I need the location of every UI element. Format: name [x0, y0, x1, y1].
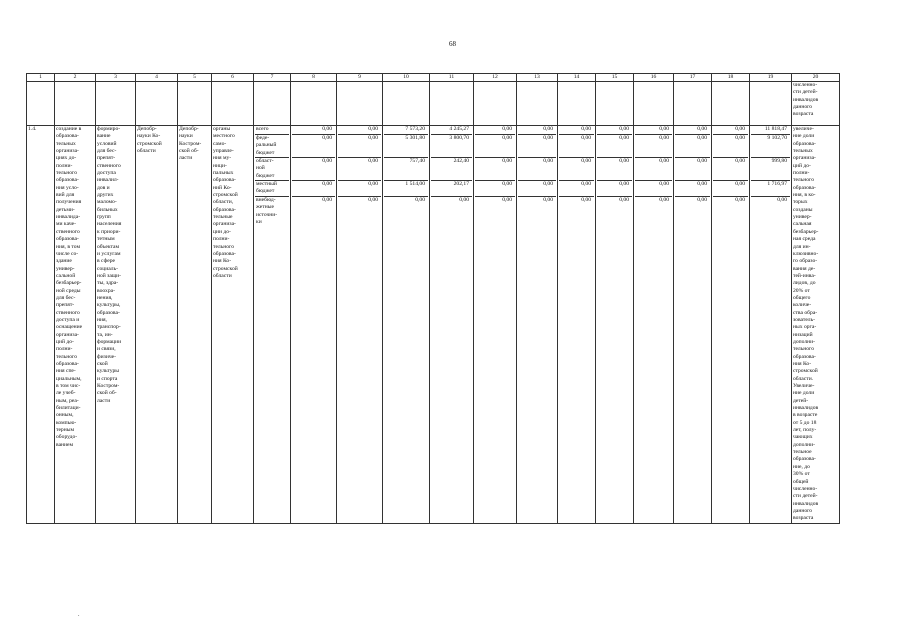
value-col-12 [474, 126, 517, 524]
text-line: ственного [97, 162, 121, 169]
value-cell: 0,00 [597, 126, 632, 135]
column-number-15: 15 [596, 74, 634, 82]
text-line: науки Ко- [137, 133, 161, 140]
value-cell: 0,00 [292, 181, 335, 197]
funding-source-line: бюджет [256, 172, 275, 179]
text-line: инвалидов [793, 405, 819, 412]
column-number-14: 14 [558, 74, 596, 82]
text-line: ций до- [793, 162, 811, 169]
value-cell: 0,00 [459, 197, 469, 203]
page-number: 68 [449, 40, 456, 48]
text-line: ле учеб- [56, 390, 76, 397]
column-number-17: 17 [674, 74, 712, 82]
text-line: чающих [793, 434, 813, 441]
value-cell: 0,00 [338, 181, 381, 197]
text-line: 30% от [793, 471, 810, 478]
text-line: науки [179, 133, 193, 140]
text-line: управле- [213, 148, 234, 155]
text-line: тей-инва- [793, 272, 816, 279]
text-line: циях до- [56, 155, 77, 162]
funding-source-line: источни- [256, 211, 278, 218]
value-cell: 0,00 [597, 135, 632, 158]
text-line: нения, [97, 294, 113, 301]
program-activities-table [26, 73, 840, 524]
column-number-6: 6 [212, 74, 254, 82]
value-cell: 0,00 [675, 181, 710, 197]
text-line: воохра- [97, 287, 115, 294]
funding-source-line: бюджет [256, 149, 275, 156]
text-line: ния усло- [56, 184, 79, 191]
text-line: для бес- [56, 294, 76, 301]
text-line: числе со- [56, 250, 79, 257]
text-line: Депобр- [179, 126, 199, 132]
value-cell: 0,00 [713, 126, 748, 135]
text-line: в возрасте [793, 412, 818, 419]
value-cell: 0,00 [675, 158, 710, 181]
text-line: ной среды [56, 287, 81, 294]
value-cell: 0,00 [338, 135, 381, 158]
text-line: культуры [97, 368, 120, 375]
text-line: других [97, 192, 114, 199]
value-cell: 0,00 [475, 158, 515, 181]
continuation-result-cell [792, 82, 840, 126]
text-line: ванием [56, 441, 74, 448]
funding-source-4 [255, 197, 289, 227]
text-line: данного [793, 507, 813, 514]
value-col-9 [337, 126, 383, 524]
text-line: ласти [179, 155, 193, 162]
text-line: дополни- [793, 441, 816, 448]
text-line: и спорта [97, 375, 118, 382]
text-line: стромской [213, 265, 238, 272]
activity-name-cell [55, 126, 96, 524]
text-line: та, ин- [97, 331, 113, 338]
text-line: детей- [793, 397, 809, 404]
funding-source-line: местный [256, 181, 277, 187]
funding-source-line: феде- [256, 135, 270, 141]
value-cell: 0,00 [581, 197, 591, 203]
text-line: организа- [213, 221, 236, 228]
text-line: ние доли [793, 390, 815, 397]
text-line: онным, [56, 412, 74, 419]
value-cell: 0,00 [292, 158, 335, 181]
text-line: органы [213, 126, 231, 132]
value-cell: 999,80 [751, 158, 790, 181]
value-cell: 0,00 [619, 197, 629, 203]
column-number-12: 12 [474, 74, 517, 82]
value-cell: 7 573,20 [384, 126, 428, 135]
text-line: препят- [56, 302, 75, 309]
text-line: образова- [56, 236, 79, 243]
value-cell: 757,40 [384, 158, 428, 181]
value-cell: 0,00 [475, 126, 515, 135]
responsible-executor-cell [136, 126, 178, 524]
text-line: лидов, до [793, 280, 816, 287]
text-line: увеличе- [793, 126, 814, 132]
funding-source-2 [255, 158, 289, 181]
value-cell: 0,00 [518, 181, 556, 197]
text-line: ния, [97, 316, 107, 323]
text-line: образова- [213, 177, 236, 184]
text-line: данного [793, 104, 813, 111]
text-line: для бес- [97, 148, 117, 155]
text-line: маломо- [97, 199, 117, 206]
text-line: ции до- [213, 228, 231, 235]
text-line: ници- [213, 162, 227, 169]
text-line: условий [97, 140, 117, 147]
text-line: дов и [97, 184, 110, 191]
text-line: препят- [97, 155, 116, 162]
text-line: инвалида- [56, 214, 81, 221]
text-line: ния Ко- [793, 361, 812, 367]
text-line: полни- [793, 170, 810, 177]
value-col-18 [712, 126, 750, 524]
value-cell: 0,00 [597, 181, 632, 197]
text-line: полни- [56, 346, 73, 353]
text-line: здание [56, 258, 72, 265]
text-line: ная среда [793, 236, 816, 243]
text-line: ской об- [97, 390, 117, 397]
text-line: полни- [56, 162, 73, 169]
value-cell: 0,00 [675, 126, 710, 135]
funding-source-0 [255, 126, 289, 135]
text-line: безбарьер- [793, 228, 819, 235]
text-line: тельного [793, 177, 815, 184]
text-line: в том чис- [56, 383, 81, 390]
value-col-15 [596, 126, 634, 524]
text-line: общей [793, 478, 809, 485]
text-line: тельного [213, 243, 235, 250]
value-col-10 [383, 126, 430, 524]
text-line: Увеличе- [793, 383, 815, 390]
text-line: объектам [97, 243, 120, 250]
text-line: культуры, [97, 302, 121, 309]
value-cell: 0,00 [559, 158, 594, 181]
value-cell: 0,00 [713, 135, 748, 158]
value-cell: 9 102,70 [751, 135, 790, 158]
text-line: инвалидов [793, 96, 819, 103]
text-line: области. [793, 375, 814, 382]
column-number-row [27, 74, 840, 82]
text-line: образова- [793, 184, 816, 191]
column-number-3: 3 [96, 74, 136, 82]
text-line: ственного [56, 309, 80, 316]
text-line: организа- [56, 331, 79, 338]
text-line: области [213, 272, 232, 279]
funding-source-line: внебюд- [256, 197, 276, 203]
text-line: возраста [793, 111, 814, 118]
value-cell: 0,00 [338, 126, 381, 135]
value-col-16 [634, 126, 674, 524]
text-line: Депобр- [137, 126, 157, 132]
value-cell: 0,00 [559, 126, 594, 135]
value-cell: 0,00 [559, 135, 594, 158]
text-line: численно- [793, 82, 818, 88]
value-cell: 11 818,47 [751, 126, 790, 135]
text-line: социаль- [97, 265, 119, 272]
value-cell: 0,00 [777, 197, 787, 203]
value-cell: 0,00 [368, 197, 378, 203]
text-line: зователь- [793, 316, 816, 323]
activity-goal-cell [96, 126, 136, 524]
text-line: универ- [793, 214, 812, 221]
value-cell: 0,00 [475, 135, 515, 158]
funding-source-line: ки [256, 219, 262, 226]
column-number-13: 13 [517, 74, 558, 82]
column-number-2: 2 [55, 74, 96, 82]
text-line: Костром- [179, 140, 202, 147]
value-cell: 1 514,00 [384, 181, 428, 197]
column-number-4: 4 [136, 74, 178, 82]
text-line: созданы [793, 206, 813, 213]
text-line: сальная [793, 221, 812, 228]
text-line: для ин- [793, 243, 811, 250]
value-col-13 [517, 126, 558, 524]
text-line: ния спе- [56, 368, 76, 375]
text-line: дополни- [793, 338, 816, 345]
text-line: стромской [213, 192, 238, 199]
expected-result-cell [792, 126, 840, 524]
text-line: физиче- [97, 353, 116, 360]
text-line: ния му- [213, 155, 232, 162]
text-line: от 5 до 18 [793, 419, 817, 426]
column-number-18: 18 [712, 74, 750, 82]
text-line: численно- [793, 485, 818, 492]
text-line: тельных [793, 148, 813, 155]
text-line: полни- [213, 236, 230, 243]
value-cell: 0,00 [697, 197, 707, 203]
text-line: лет, полу- [793, 427, 817, 434]
text-line: местного [213, 133, 235, 140]
value-col-8 [291, 126, 337, 524]
text-line: оборудо- [56, 434, 78, 441]
funding-source-1 [255, 135, 289, 158]
value-col-11 [430, 126, 474, 524]
text-line: инвалил- [97, 177, 119, 184]
text-line: 20% от [793, 287, 810, 294]
value-cell: 0,00 [518, 126, 556, 135]
text-line: ных орга- [793, 324, 817, 331]
column-number-19: 19 [750, 74, 792, 82]
column-number-11: 11 [430, 74, 474, 82]
participants-cell [212, 126, 254, 524]
text-line: транспор- [97, 324, 121, 331]
value-cell: 0,00 [518, 158, 556, 181]
text-line: низаций [793, 331, 813, 338]
text-line: образова- [793, 140, 816, 147]
funding-sources-cell [254, 126, 291, 524]
text-line: тельного [56, 170, 78, 177]
text-line: образова- [213, 250, 236, 257]
text-line: образова- [56, 133, 79, 140]
value-cell: 0,00 [543, 197, 553, 203]
value-cell: 0,00 [292, 126, 335, 135]
text-line: сальной [56, 272, 76, 279]
text-line: тельное [793, 449, 812, 456]
value-cell: 4 245,27 [431, 126, 472, 135]
text-line: населения [97, 221, 122, 228]
text-line: ным, реа- [56, 397, 79, 404]
text-line: в сфере [97, 258, 115, 265]
text-line: Костром- [97, 383, 120, 390]
text-line: тельного [56, 353, 78, 360]
funding-source-line: жетные [256, 204, 274, 211]
value-cell: 0,00 [597, 158, 632, 181]
text-line: доступа и [56, 316, 80, 323]
text-line: доступа [97, 170, 116, 177]
column-number-16: 16 [634, 74, 674, 82]
text-line: ние доли [793, 133, 815, 140]
text-line: безбарьер- [56, 280, 82, 287]
text-line: го образо- [793, 258, 818, 265]
text-line: ми каче- [56, 221, 76, 228]
text-line: сти детей- [793, 493, 818, 500]
value-cell: 0,00 [713, 181, 748, 197]
text-line: создание в [56, 126, 82, 132]
co-executor-cell [178, 126, 212, 524]
table-row [27, 126, 840, 524]
value-cell: 202,17 [431, 181, 472, 197]
column-number-5: 5 [178, 74, 212, 82]
text-line: и услугам [97, 250, 121, 257]
value-cell: 0,00 [659, 197, 669, 203]
value-cell: 0,00 [635, 158, 672, 181]
text-line: образова- [56, 361, 79, 367]
text-line: групп [97, 214, 111, 221]
text-line: ласти [97, 397, 111, 404]
text-line: тельного [793, 346, 815, 353]
value-cell: 0,00 [475, 181, 515, 197]
text-line: возраста [793, 515, 814, 522]
value-cell: 0,00 [322, 197, 332, 203]
value-cell: 5 301,80 [384, 135, 428, 158]
funding-source-3 [255, 181, 289, 197]
value-cell: 1 716,97 [751, 181, 790, 197]
value-cell: 3 800,70 [431, 135, 472, 158]
funding-source-line: всего [256, 126, 269, 132]
funding-source-line: област- [256, 158, 274, 164]
value-col-14 [558, 126, 596, 524]
funding-source-line: ральный [256, 142, 277, 149]
text-line: образова- [97, 309, 120, 316]
column-number-8: 8 [291, 74, 337, 82]
text-line: формиро- [97, 126, 121, 132]
value-cell: 0,00 [502, 197, 512, 203]
text-line: ты, здра- [97, 280, 119, 287]
text-line: и связи, [97, 346, 116, 353]
text-line: образова- [793, 456, 816, 463]
text-line: области, [213, 199, 234, 206]
column-number-1: 1 [27, 74, 55, 82]
text-line: циальным, [56, 375, 82, 382]
text-line: инвалидов [793, 500, 819, 507]
text-line: ния Ко- [213, 258, 232, 265]
text-line: количе- [793, 302, 812, 309]
text-line: ственного [56, 228, 80, 235]
text-line: формации [97, 338, 122, 345]
text-line: организа- [793, 155, 816, 162]
text-line: тельных [56, 140, 76, 147]
text-line: общего [793, 294, 811, 301]
text-line: клюзивно- [793, 250, 819, 257]
value-cell: 0,00 [675, 135, 710, 158]
text-line: ства обра- [793, 309, 818, 316]
value-cell: 0,00 [713, 158, 748, 181]
row-index: 1.4. [27, 126, 55, 524]
value-cell: 0,00 [735, 197, 745, 203]
text-line: ской [97, 361, 108, 367]
text-line: пальных [213, 170, 234, 177]
text-line: сти детей- [793, 89, 818, 96]
text-line: компью- [56, 419, 77, 426]
footer-mark: . [78, 612, 80, 618]
value-cell: 0,00 [292, 135, 335, 158]
text-line: области [137, 148, 156, 155]
text-line: детьми- [56, 206, 75, 213]
text-line: само- [213, 140, 227, 147]
text-line: стромской [137, 140, 162, 147]
text-line: образова- [56, 177, 79, 184]
column-number-10: 10 [383, 74, 430, 82]
continuation-row [27, 82, 840, 126]
column-number-9: 9 [337, 74, 383, 82]
text-line: ской об- [179, 148, 199, 155]
text-line: вания де- [793, 265, 816, 272]
value-cell: 242,40 [431, 158, 472, 181]
value-cell: 0,00 [635, 135, 672, 158]
text-line: организа- [56, 148, 79, 155]
text-line: образова- [793, 353, 816, 360]
funding-source-line: бюджет [256, 188, 275, 195]
value-cell: 0,00 [635, 126, 672, 135]
value-cell: 0,00 [635, 181, 672, 197]
value-cell: 0,00 [338, 158, 381, 181]
text-line: ной защи- [97, 272, 122, 279]
text-line: ние, до [793, 463, 810, 470]
text-line: оснащение [56, 324, 83, 331]
text-line: тетным [97, 236, 115, 243]
text-line: билитаци- [56, 405, 81, 412]
text-line: вание [97, 133, 111, 140]
value-col-19 [750, 126, 792, 524]
funding-source-line: ной [256, 165, 265, 172]
text-line: ния, в ко- [793, 192, 816, 199]
text-line: ния, в том [56, 243, 80, 250]
text-line: торых [793, 199, 808, 206]
text-line: бильных [97, 206, 118, 213]
column-number-7: 7 [254, 74, 291, 82]
text-line: ний Ко- [213, 184, 232, 191]
value-col-17 [674, 126, 712, 524]
column-number-20: 20 [792, 74, 840, 82]
value-cell: 0,00 [518, 135, 556, 158]
text-line: образова- [213, 206, 236, 213]
text-line: получения [56, 199, 82, 206]
text-line: универ- [56, 265, 75, 272]
text-line: к приори- [97, 228, 121, 235]
text-line: стромской [793, 368, 818, 375]
text-line: терным [56, 427, 75, 434]
text-line: тельные [213, 214, 233, 221]
text-line: ций до- [56, 338, 74, 345]
text-line: вий для [56, 192, 75, 199]
value-cell: 0,00 [415, 197, 425, 203]
value-cell: 0,00 [559, 181, 594, 197]
